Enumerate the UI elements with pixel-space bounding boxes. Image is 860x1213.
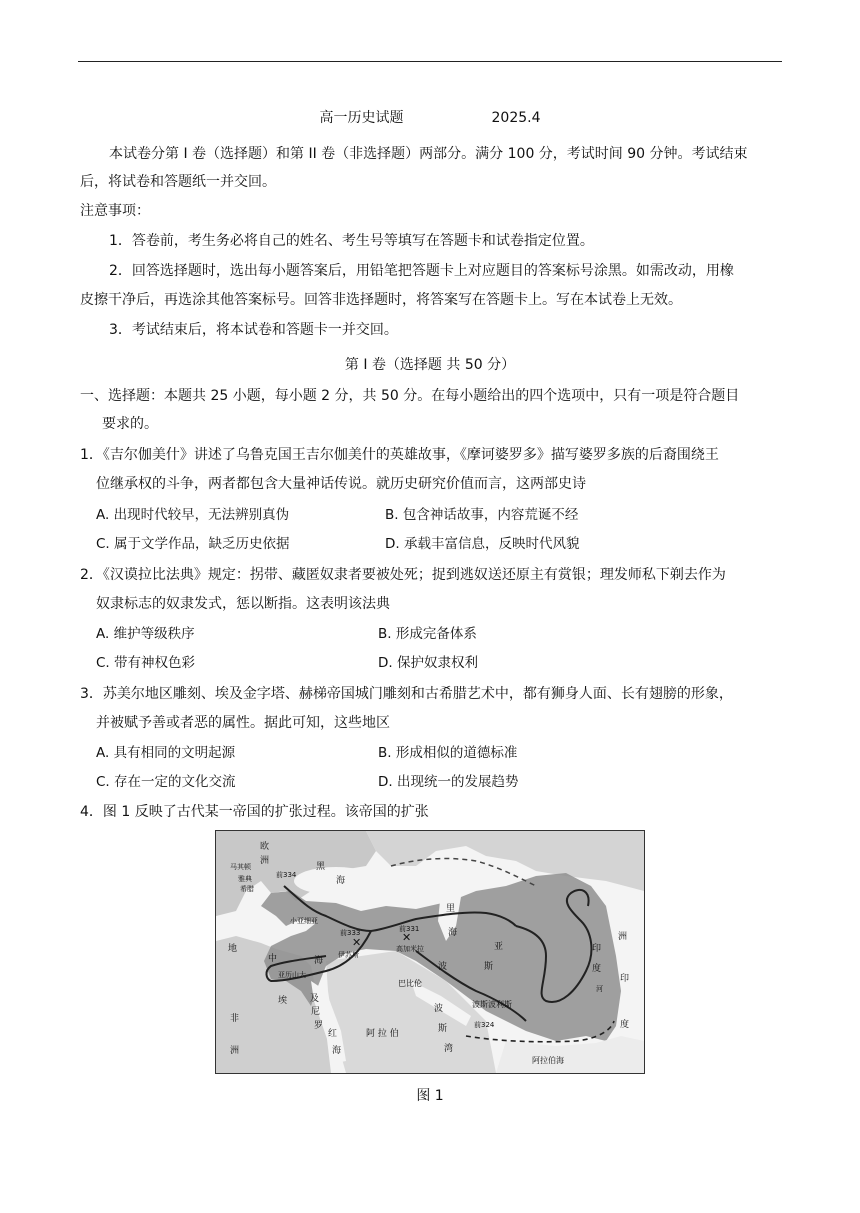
label-year-333: 前333 xyxy=(340,929,361,937)
q2-option-c: C. 带有神权色彩 xyxy=(96,655,196,671)
section-instruction-line-2: 要求的。 xyxy=(102,416,158,432)
label-indian-ocean-2: 度 xyxy=(620,1020,630,1030)
q3-option-c: C. 存在一定的文化交流 xyxy=(96,774,236,790)
label-greece: 希腊 xyxy=(240,885,254,893)
label-egypt-2: 及 xyxy=(310,994,320,1004)
notice-heading: 注意事项： xyxy=(80,203,150,219)
section-instruction-line-1: 一、选择题：本题共 25 小题，每小题 2 分，共 50 分。在每小题给出的四个选项中，只有一项是符合题目 xyxy=(80,388,740,404)
label-africa-2: 洲 xyxy=(230,1046,240,1056)
intro-line-2: 后，将试卷和答题纸一并交回。 xyxy=(80,174,276,190)
label-egypt: 埃 xyxy=(278,996,288,1006)
label-red-1: 红 xyxy=(328,1029,338,1039)
notice-item-2-line-2: 皮擦干净后，再选涂其他答案标号。回答非选择题时，将答案写在答题卡上。写在本试卷上无效。 xyxy=(80,292,682,308)
q2-option-b: B. 形成完备体系 xyxy=(378,626,477,642)
label-asia-minor: 小亚细亚 xyxy=(290,917,318,925)
label-caspian-1: 里 xyxy=(446,904,456,914)
q3-option-a: A. 具有相同的文明起源 xyxy=(96,745,236,761)
exam-date: 2025.4 xyxy=(491,110,541,126)
alexander-expansion-map xyxy=(215,830,645,1074)
exam-title-row xyxy=(0,107,860,127)
notice-item-3: 3．考试结束后，将本试卷和答题卡一并交回。 xyxy=(109,322,398,338)
q4-stem-line-1: 4．图 1 反映了古代某一帝国的扩张过程。该帝国的扩张 xyxy=(80,804,429,820)
q1-option-a: A. 出现时代较早，无法辨别真伪 xyxy=(96,507,290,523)
label-gaugamela: 高加米拉 xyxy=(396,945,424,953)
q2-option-a: A. 维护等级秩序 xyxy=(96,626,195,642)
header-rule xyxy=(78,61,782,62)
battle-marker-gaugamela: ✕ xyxy=(402,931,412,944)
label-nile-1: 尼 xyxy=(311,1007,321,1017)
label-med-1: 地 xyxy=(228,944,238,954)
exam-title: 高一历史试题 xyxy=(319,110,404,126)
label-persepolis: 波斯波利斯 xyxy=(472,1000,512,1009)
q2-stem-line-2: 奴隶标志的奴隶发式，惩以断指。这表明该法典 xyxy=(96,596,390,612)
notice-item-2-line-1: 2．回答选择题时，选出每小题答案后，用铅笔把答题卡上对应题目的答案标号涂黑。如需改动，用橡 xyxy=(109,263,734,279)
label-asia-2: 洲 xyxy=(618,932,628,942)
label-year-334: 前334 xyxy=(276,871,297,879)
label-gulf-3: 湾 xyxy=(444,1044,454,1054)
label-black-2: 海 xyxy=(336,876,346,886)
label-persia-1: 波 xyxy=(438,962,448,972)
q1-stem-line-2: 位继承权的斗争，两者都包含大量神话传说。就历史研究价值而言，这两部史诗 xyxy=(96,476,586,492)
q2-option-d: D. 保护奴隶权利 xyxy=(378,655,478,671)
label-india-river: 河 xyxy=(596,985,603,993)
q1-option-d: D. 承载丰富信息，反映时代风貌 xyxy=(385,536,580,552)
q1-option-b: B. 包含神话故事，内容荒诞不经 xyxy=(385,507,579,523)
figure-caption: 图 1 xyxy=(416,1088,444,1104)
label-issus: 伊苏斯 xyxy=(338,951,359,959)
q2-stem-line-1: 2．《汉谟拉比法典》规定：拐带、藏匿奴隶者要被处死；捉到逃奴送还原主有赏银；理发师私下剃去作为 xyxy=(80,567,726,583)
label-gulf-2: 斯 xyxy=(438,1024,448,1034)
q1-stem-line-1: 1．《吉尔伽美什》讲述了乌鲁克国王吉尔伽美什的英雄故事，《摩诃婆罗多》描写婆罗多族的后裔围绕王 xyxy=(80,447,719,463)
label-black-1: 黑 xyxy=(316,862,326,872)
label-asia-1: 亚 xyxy=(494,942,504,952)
label-med-2: 中 xyxy=(268,954,278,964)
label-caspian-2: 海 xyxy=(448,928,458,938)
label-arabia: 阿 拉 伯 xyxy=(366,1029,399,1039)
label-med-3: 海 xyxy=(314,956,324,966)
q3-stem-line-2: 并被赋予善或者恶的属性。据此可知，这些地区 xyxy=(96,715,390,731)
label-africa-1: 非 xyxy=(230,1014,240,1024)
label-europe-2: 洲 xyxy=(260,856,270,866)
q3-stem-line-1: 3．苏美尔地区雕刻、埃及金字塔、赫梯帝国城门雕刻和古希腊艺术中，都有狮身人面、长有翅膀的形象， xyxy=(80,686,733,702)
label-year-331: 前331 xyxy=(399,925,420,933)
label-india-1: 印 xyxy=(592,944,602,954)
label-macedonia: 马其顿 xyxy=(230,863,251,871)
label-arabian-sea: 阿拉伯海 xyxy=(532,1056,564,1065)
label-red-2: 海 xyxy=(332,1046,342,1056)
label-europe-1: 欧 xyxy=(260,842,270,852)
label-persia-2: 斯 xyxy=(484,962,494,972)
battle-marker-issus: ✕ xyxy=(352,936,362,949)
intro-line-1: 本试卷分第 I 卷（选择题）和第 II 卷（非选择题）两部分。满分 100 分，考试时间 90 分钟。考试结束 xyxy=(109,146,748,162)
label-indian-ocean-1: 印 xyxy=(620,974,630,984)
label-alexandria: 亚历山大 xyxy=(278,971,306,979)
q3-option-b: B. 形成相似的道德标准 xyxy=(378,745,518,761)
section-title: 第 I 卷（选择题 共 50 分） xyxy=(344,357,516,373)
label-year-324: 前324 xyxy=(474,1021,495,1029)
label-india-2: 度 xyxy=(592,964,602,974)
label-nile-2: 罗 xyxy=(314,1021,324,1031)
label-gulf-1: 波 xyxy=(434,1004,444,1014)
label-athens: 雅典 xyxy=(238,875,252,883)
label-babylon: 巴比伦 xyxy=(398,979,422,988)
q3-option-d: D. 出现统一的发展趋势 xyxy=(378,774,519,790)
notice-item-1: 1．答卷前，考生务必将自己的姓名、考生号等填写在答题卡和试卷指定位置。 xyxy=(109,233,594,249)
q1-option-c: C. 属于文学作品，缺乏历史依据 xyxy=(96,536,290,552)
